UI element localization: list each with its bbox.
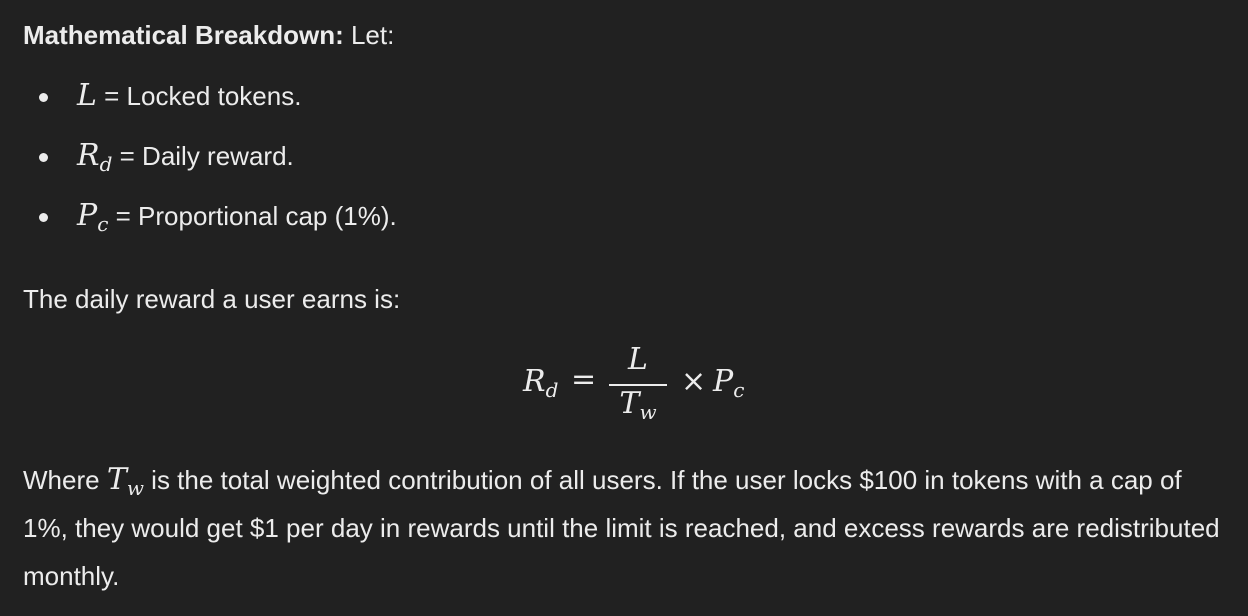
math-symbol: $P_c$ — [77, 198, 109, 236]
formula-fraction — [607, 340, 669, 430]
list-item-text: = Proportional cap (1%). — [108, 201, 397, 231]
fraction-numerator: L — [628, 342, 648, 377]
formula-times: × — [681, 364, 707, 399]
fraction-denominator: $T_w$ — [619, 386, 657, 424]
breakdown-heading — [23, 18, 394, 52]
reward-formula — [523, 340, 763, 430]
list-item-text: = Daily reward. — [112, 141, 294, 171]
math-symbol: $T_w$ — [106, 462, 144, 500]
explanation-paragraph: Where $T_w$ is the total weighted contribution of all users. If the user locks $100 in tokens with a cap of 1%, they would get $1 per day in rewards until the limit is reached, and excess rewards are redistributed monthly. — [23, 462, 1220, 591]
bullet-dot-icon — [39, 153, 48, 162]
formula-lhs: $R_d$ — [523, 364, 559, 402]
math-symbol: $R_d$ — [77, 138, 113, 176]
formula-rhs: $P_c$ — [713, 364, 745, 402]
intro-text: The daily reward a user earns is: — [23, 284, 401, 314]
heading-bold: Mathematical Breakdown: — [23, 20, 344, 50]
heading-rest: Let: — [343, 20, 395, 50]
list-item-text: = Locked tokens. — [96, 81, 302, 111]
bullet-dot-icon — [39, 93, 48, 102]
math-symbol: L — [77, 78, 97, 113]
bullet-dot-icon — [39, 213, 48, 222]
formula-equals: = — [571, 362, 597, 397]
